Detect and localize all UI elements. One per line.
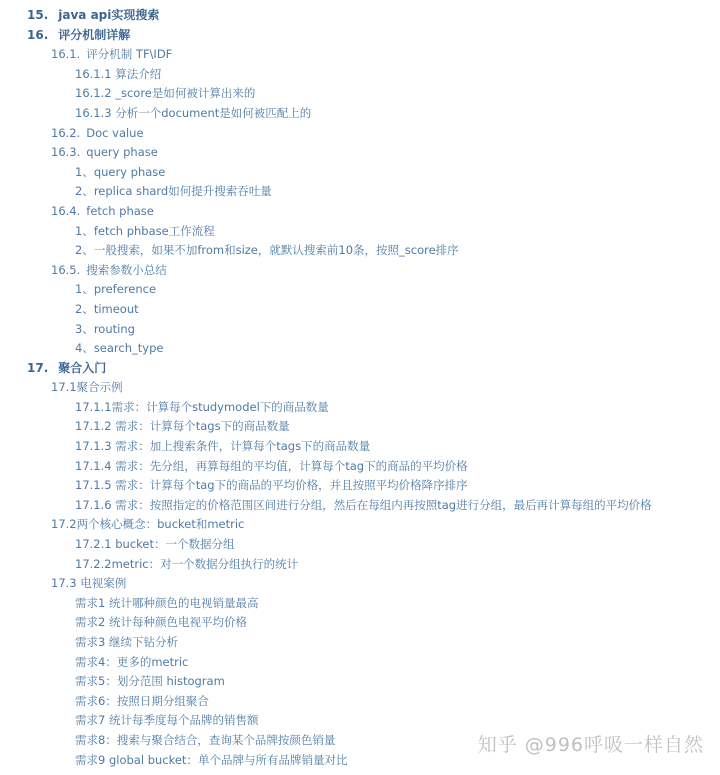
toc-section[interactable] xyxy=(0,202,720,222)
toc-subsection[interactable] xyxy=(0,300,720,320)
toc-title: 16.1.1 算法介绍 xyxy=(75,66,162,81)
toc-subsection[interactable] xyxy=(0,65,720,85)
toc-number: 16.5. xyxy=(51,262,81,277)
toc-section[interactable] xyxy=(0,378,720,398)
toc-title: 需求7 统计每季度每个品牌的销售额 xyxy=(75,713,259,728)
toc-title: 16.1.3 分析一个document是如何被匹配上的 xyxy=(75,105,312,120)
toc-number: 16.3. xyxy=(51,145,81,160)
toc-title: 需求4：更多的metric xyxy=(75,654,189,669)
toc-title: 聚合入门 xyxy=(58,360,107,375)
toc-subsection[interactable] xyxy=(0,457,720,477)
toc-subsection[interactable] xyxy=(0,555,720,575)
toc-subsection[interactable] xyxy=(0,692,720,712)
toc-title: 需求5：划分范围 histogram xyxy=(75,674,225,689)
toc-title: 需求3 继续下钻分析 xyxy=(75,635,178,649)
toc-title: 17.1.1需求：计算每个studymodel下的商品数量 xyxy=(75,399,329,414)
toc-chapter[interactable] xyxy=(0,359,720,379)
toc-subsection[interactable] xyxy=(0,653,720,673)
toc-chapter[interactable] xyxy=(0,26,720,46)
toc-subsection[interactable] xyxy=(0,496,720,516)
toc-title: 2、一般搜索，如果不加from和size，就默认搜索前10条，按照_score排序 xyxy=(75,243,459,258)
toc-subsection[interactable] xyxy=(0,104,720,124)
toc-number: 16. xyxy=(27,27,49,42)
toc-title: 搜索参数小总结 xyxy=(86,262,167,277)
toc-subsection[interactable] xyxy=(0,280,720,300)
toc-title: 2、replica shard如何提升搜索吞吐量 xyxy=(75,184,272,199)
toc-section[interactable] xyxy=(0,261,720,281)
toc-section[interactable] xyxy=(0,124,720,144)
toc-subsection[interactable] xyxy=(0,594,720,614)
toc-title: 16.1.2 _score是如何被计算出来的 xyxy=(75,86,256,101)
toc-section[interactable] xyxy=(0,574,720,594)
toc-title: 17.2.1 bucket：一个数据分组 xyxy=(75,537,235,552)
toc-subsection[interactable] xyxy=(0,182,720,202)
toc-subsection[interactable] xyxy=(0,613,720,633)
toc-title: 17.1.3 需求：加上搜索条件，计算每个tags下的商品数量 xyxy=(75,439,371,454)
toc-title: 17.2.2metric：对一个数据分组执行的统计 xyxy=(75,556,299,571)
toc-title: 17.2两个核心概念：bucket和metric xyxy=(51,517,245,532)
toc-number: 16.1. xyxy=(51,47,81,62)
toc-subsection[interactable] xyxy=(0,476,720,496)
toc-title: 4、search_type xyxy=(75,341,164,356)
toc-title: 17.1.2 需求：计算每个tags下的商品数量 xyxy=(75,419,290,434)
toc-title: 1、query phase xyxy=(75,164,166,179)
zhihu-watermark: 知乎 @996呼吸一样自然 xyxy=(477,734,704,756)
toc-title: 17.3 电视案例 xyxy=(51,576,127,591)
toc-title: fetch phase xyxy=(86,203,154,218)
toc-section[interactable] xyxy=(0,515,720,535)
toc-subsection[interactable] xyxy=(0,320,720,340)
toc-section[interactable] xyxy=(0,45,720,65)
toc-title: Doc value xyxy=(86,125,144,140)
toc-subsection[interactable] xyxy=(0,633,720,653)
toc-subsection[interactable] xyxy=(0,163,720,183)
toc-chapter[interactable] xyxy=(0,6,720,26)
toc-subsection[interactable] xyxy=(0,241,720,261)
toc-subsection[interactable] xyxy=(0,398,720,418)
toc-title: 需求9 global bucket：单个品牌与所有品牌销量对比 xyxy=(75,752,348,767)
toc-title: 17.1.6 需求：按照指定的价格范围区间进行分组，然后在每组内再按照tag进行分组，最后再计算每组的平均价格 xyxy=(75,497,652,512)
toc-section[interactable] xyxy=(0,143,720,163)
toc-subsection[interactable] xyxy=(0,84,720,104)
toc-number: 16.2. xyxy=(51,125,81,140)
toc-title: 需求1 统计哪种颜色的电视销量最高 xyxy=(75,595,259,610)
toc-subsection[interactable] xyxy=(0,535,720,555)
toc-subsection[interactable] xyxy=(0,417,720,437)
toc-title: 评分机制详解 xyxy=(58,27,131,42)
toc-title: 评分机制 TF\IDF xyxy=(86,47,173,62)
toc-number: 15. xyxy=(27,8,49,22)
toc-title: 1、fetch phbase工作流程 xyxy=(75,223,215,238)
toc-title: 3、routing xyxy=(75,321,135,336)
toc-title: 需求6：按照日期分组聚合 xyxy=(75,693,209,708)
toc-title: 1、preference xyxy=(75,282,157,297)
toc-title: 2、timeout xyxy=(75,301,139,316)
toc-subsection[interactable] xyxy=(0,222,720,242)
toc-number: 17. xyxy=(27,360,49,375)
toc-title: java api实现搜索 xyxy=(58,8,160,22)
toc-title: 需求8：搜索与聚合结合，查询某个品牌按颜色销量 xyxy=(75,732,336,747)
toc-title: 17.1.5 需求：计算每个tag下的商品的平均价格，并且按照平均价格降序排序 xyxy=(75,478,468,493)
toc-title: 17.1聚合示例 xyxy=(51,380,123,395)
table-of-contents xyxy=(0,6,720,770)
toc-subsection[interactable] xyxy=(0,437,720,457)
toc-title: query phase xyxy=(86,145,158,160)
toc-subsection[interactable] xyxy=(0,672,720,692)
toc-number: 16.4. xyxy=(51,203,81,218)
toc-subsection[interactable] xyxy=(0,711,720,731)
toc-title: 17.1.4 需求：先分组，再算每组的平均值，计算每个tag下的商品的平均价格 xyxy=(75,458,468,473)
toc-subsection[interactable] xyxy=(0,339,720,359)
toc-title: 需求2 统计每种颜色电视平均价格 xyxy=(75,615,247,630)
